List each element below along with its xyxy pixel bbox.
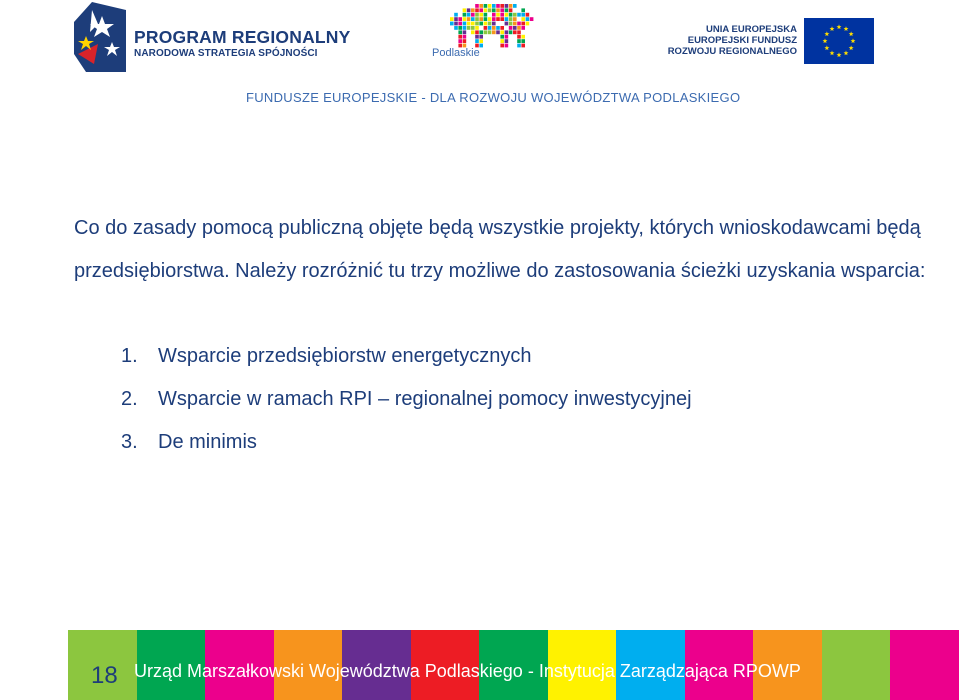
bison-tile xyxy=(513,8,517,12)
bison-tile xyxy=(467,13,471,17)
bison-tile xyxy=(463,17,467,21)
bison-tile xyxy=(475,26,479,30)
bison-tile xyxy=(517,8,521,12)
bison-tile xyxy=(463,35,467,39)
bison-tile xyxy=(521,26,525,30)
bison-tile xyxy=(454,26,458,30)
bison-tile xyxy=(458,26,462,30)
bison-tile xyxy=(505,30,509,34)
bison-tile xyxy=(492,4,496,8)
bison-tile xyxy=(458,30,462,34)
program-regionalny-logo xyxy=(72,2,352,74)
bison-tile xyxy=(488,4,492,8)
list-item-number: 2. xyxy=(121,388,138,410)
bison-tile xyxy=(471,30,475,34)
bison-tile xyxy=(492,22,496,26)
bison-tile xyxy=(509,30,513,34)
bison-tile xyxy=(509,4,513,8)
bison-tile xyxy=(521,44,525,48)
bison-tile xyxy=(500,30,504,34)
bison-tile xyxy=(521,13,525,17)
bison-tile xyxy=(500,4,504,8)
bison-tile xyxy=(496,22,500,26)
bison-tile xyxy=(517,13,521,17)
eu-flag-icon xyxy=(804,18,874,64)
bison-tile xyxy=(500,8,504,12)
list-item xyxy=(121,378,692,421)
bison-tile xyxy=(458,17,462,21)
bison-tile xyxy=(475,13,479,17)
bison-tile xyxy=(526,13,530,17)
bison-tile xyxy=(484,26,488,30)
bison-tile xyxy=(513,13,517,17)
bison-tile xyxy=(492,8,496,12)
eu-logo xyxy=(667,16,880,66)
bison-tile xyxy=(463,8,467,12)
bison-tile xyxy=(513,22,517,26)
bison-tile xyxy=(484,22,488,26)
bison-tile xyxy=(513,17,517,21)
bison-tile xyxy=(526,22,530,26)
bison-tile xyxy=(479,8,483,12)
bison-tile xyxy=(475,17,479,21)
bison-tile xyxy=(492,26,496,30)
bison-tile xyxy=(517,30,521,34)
bison-tile xyxy=(463,39,467,43)
bison-tile xyxy=(488,22,492,26)
bison-tile xyxy=(517,39,521,43)
list-item-text: Wsparcie w ramach RPI – regionalnej pomocy inwestycyjnej xyxy=(158,388,692,410)
bison-tile xyxy=(484,13,488,17)
bison-tile xyxy=(521,35,525,39)
bison-tile xyxy=(496,17,500,21)
bison-tile xyxy=(530,13,534,17)
program-title: PROGRAM REGIONALNY xyxy=(134,27,351,47)
bison-tile xyxy=(488,17,492,21)
bison-tile xyxy=(492,13,496,17)
bison-tile xyxy=(500,22,504,26)
list-item-text: Wsparcie przedsiębiorstw energetycznych xyxy=(158,345,532,367)
bison-tile xyxy=(463,22,467,26)
footer-institution-text: Urząd Marszałkowski Województwa Podlaskiego - Instytucja Zarządzająca RPOWP xyxy=(134,661,801,681)
bison-tile xyxy=(509,22,513,26)
bison-tile xyxy=(500,26,504,30)
nss-star-emblem-icon xyxy=(72,2,130,74)
bison-tile xyxy=(479,44,483,48)
eu-text-block xyxy=(668,24,797,57)
footer-stripe xyxy=(822,630,891,700)
bison-tile xyxy=(454,22,458,26)
list-item xyxy=(121,335,692,378)
bison-tile xyxy=(500,44,504,48)
bison-tile xyxy=(479,22,483,26)
bison-tile xyxy=(496,8,500,12)
bison-tile xyxy=(471,17,475,21)
bison-tile xyxy=(475,39,479,43)
bison-tile xyxy=(450,22,454,26)
bison-tile xyxy=(500,17,504,21)
bison-tile xyxy=(521,17,525,21)
bison-tile xyxy=(463,26,467,30)
tagline: FUNDUSZE EUROPEJSKIE - DLA ROZWOJU WOJEWÓDZTWA PODLASKIEGO xyxy=(246,90,741,105)
bison-tile xyxy=(505,26,509,30)
bison-tile xyxy=(463,30,467,34)
bison-tile xyxy=(505,35,509,39)
bison-tile xyxy=(479,13,483,17)
bison-tile xyxy=(467,26,471,30)
bison-tile xyxy=(521,39,525,43)
bison-tile xyxy=(471,22,475,26)
bison-tile xyxy=(475,22,479,26)
bison-tile xyxy=(505,17,509,21)
bison-tile xyxy=(517,26,521,30)
bison-tile xyxy=(475,4,479,8)
bison-tile xyxy=(488,26,492,30)
bison-tile xyxy=(496,30,500,34)
list-item xyxy=(121,421,692,464)
bison-tile xyxy=(467,17,471,21)
bison-tile xyxy=(479,39,483,43)
footer-bar xyxy=(68,630,959,700)
bison-tile xyxy=(475,35,479,39)
eu-line-2: EUROPEJSKI FUNDUSZ xyxy=(687,35,797,46)
list-item-number: 3. xyxy=(121,431,138,453)
podlaskie-logo xyxy=(428,4,538,64)
bison-tile xyxy=(467,30,471,34)
bison-tile xyxy=(496,26,500,30)
bison-tile xyxy=(505,8,509,12)
bison-tile xyxy=(454,17,458,21)
bison-tile xyxy=(505,22,509,26)
bison-tile xyxy=(479,26,483,30)
bison-tile xyxy=(509,8,513,12)
bison-tile xyxy=(463,13,467,17)
bison-tile xyxy=(475,30,479,34)
bison-tile xyxy=(458,13,462,17)
bison-tile xyxy=(479,4,483,8)
bison-tile xyxy=(505,44,509,48)
bison-tile xyxy=(496,4,500,8)
bison-tile xyxy=(509,13,513,17)
page-number: 18 xyxy=(91,662,118,689)
list-item-text: De minimis xyxy=(158,431,257,453)
bison-tile xyxy=(505,39,509,43)
bison-tile xyxy=(505,4,509,8)
bison-tile xyxy=(513,4,517,8)
bison-tile xyxy=(500,39,504,43)
bison-tile xyxy=(513,26,517,30)
bison-tile xyxy=(450,17,454,21)
bison-tile xyxy=(458,35,462,39)
bison-tile xyxy=(479,35,483,39)
bison-tile xyxy=(488,13,492,17)
bison-tile xyxy=(467,8,471,12)
bison-tile xyxy=(513,30,517,34)
region-name: Podlaskie xyxy=(432,47,480,59)
bison-tile xyxy=(488,8,492,12)
footer-stripe xyxy=(890,630,959,700)
bison-tile xyxy=(521,22,525,26)
eu-line-3: ROZWOJU REGIONALNEGO xyxy=(667,46,797,57)
bison-tile xyxy=(517,44,521,48)
bison-tile xyxy=(475,8,479,12)
bison-mosaic-icon xyxy=(450,4,534,48)
bison-tile xyxy=(471,26,475,30)
bison-tile xyxy=(471,8,475,12)
bison-tile xyxy=(530,17,534,21)
bison-tile xyxy=(526,17,530,21)
bison-tile xyxy=(496,13,500,17)
intro-paragraph: Co do zasady pomocą publiczną objęte będą wszystkie projekty, których wnioskodawcami będą przedsiębiorstwa. Należy rozróżnić tu trzy możliwe do zastosowania ścieżki uzyskania wsparcia: xyxy=(74,217,926,282)
bison-tile xyxy=(484,8,488,12)
bison-tile xyxy=(500,35,504,39)
bison-tile xyxy=(509,26,513,30)
bison-tile xyxy=(492,30,496,34)
bison-tile xyxy=(488,30,492,34)
bison-tile xyxy=(521,8,525,12)
bison-tile xyxy=(517,22,521,26)
bison-tile xyxy=(517,17,521,21)
bison-tile xyxy=(458,39,462,43)
bison-tile xyxy=(500,13,504,17)
bison-tile xyxy=(484,30,488,34)
bison-tile xyxy=(517,35,521,39)
eu-line-1: UNIA EUROPEJSKA xyxy=(706,24,797,35)
bison-tile xyxy=(492,17,496,21)
bison-tile xyxy=(505,13,509,17)
bison-tile xyxy=(454,13,458,17)
bison-tile xyxy=(479,17,483,21)
list-item-number: 1. xyxy=(121,345,138,367)
bison-tile xyxy=(484,4,488,8)
bison-tile xyxy=(509,17,513,21)
program-subtitle: NARODOWA STRATEGIA SPÓJNOŚCI xyxy=(134,48,318,59)
bison-tile xyxy=(471,13,475,17)
bison-tile xyxy=(467,22,471,26)
support-options-list xyxy=(121,335,692,464)
bison-tile xyxy=(479,30,483,34)
bison-tile xyxy=(484,17,488,21)
bison-tile xyxy=(458,22,462,26)
